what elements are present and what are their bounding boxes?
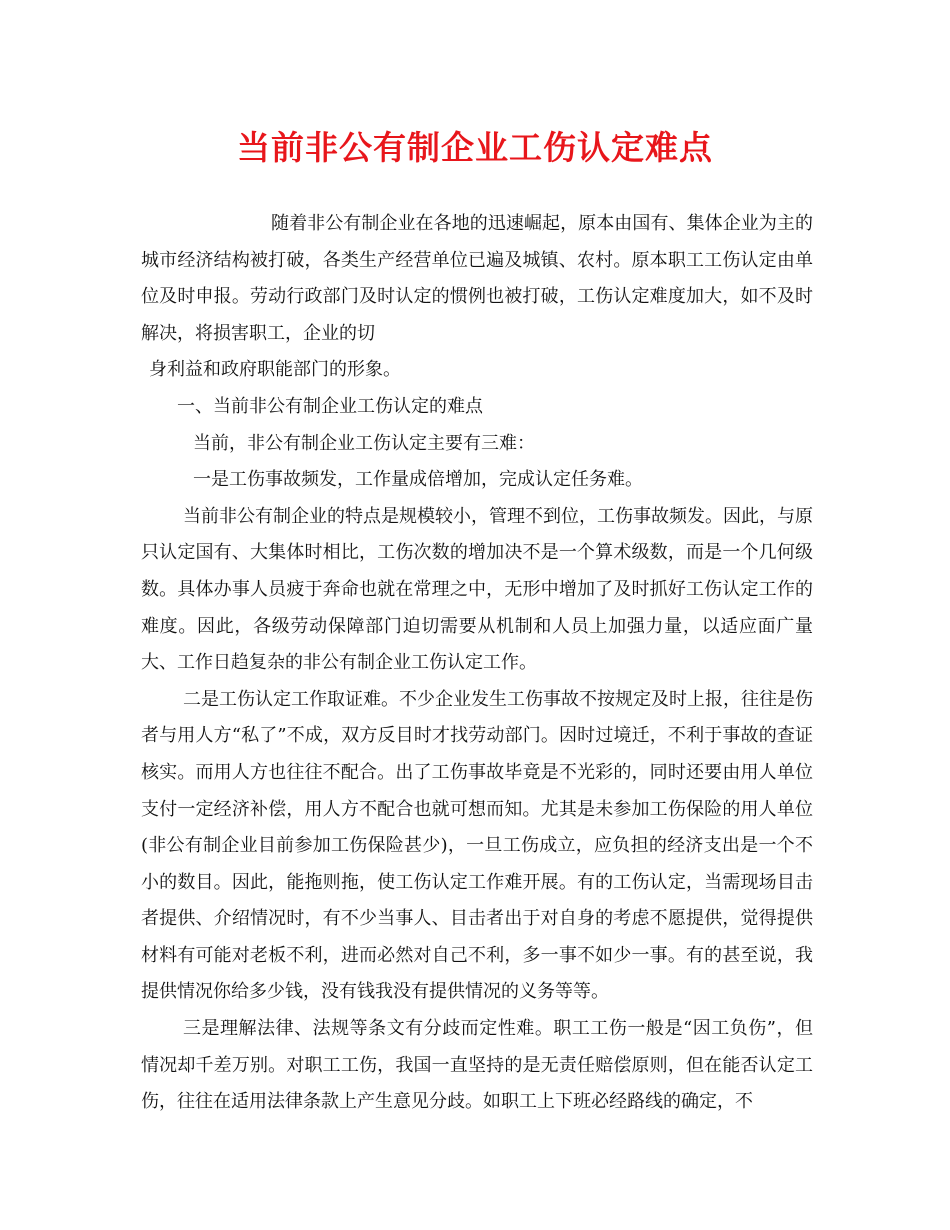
document-title: 当前非公有制企业工伤认定难点 — [237, 128, 713, 167]
section-heading-1: 一、当前非公有制企业工伤认定的难点 — [177, 395, 483, 417]
paragraph-difficulty-3: 三是理解法律、法规等条文有分歧而定性难。职工工伤一般是“因工负伤”，但情况却千差万别。对职工工伤，我国一直坚持的是无责任赔偿原则，但在能否认定工伤，往往在适用法律条款上产生意见分歧。如职工上下班必经路线的确定，不 — [141, 1018, 813, 1113]
paragraph-intro: 随着非公有制企业在各地的迅速崛起，原本由国有、集体企业为主的城市经济结构被打破，各类生产经营单位已遍及城镇、农村。原本职工工伤认定由单位及时申报。劳动行政部门及时认定的惯例也被打破，工伤认定难度加大，如不及时解决，将损害职工，企业的切 — [141, 213, 813, 344]
paragraph-intro-continued: 身利益和政府职能部门的形象。 — [149, 359, 401, 381]
paragraph-difficulty-1-body: 当前非公有制企业的特点是规模较小，管理不到位，工伤事故频发。因此，与原只认定国有、大集体时相比，工伤次数的增加决不是一个算术级数，而是一个几何级数。具体办事人员疲于奔命也就在常理之中，无形中增加了及时抓好工伤认定工作的难度。因此，各级劳动保障部门迫切需要从机制和人员上加强力量，以适应面广量大、工作日趋复杂的非公有制企业工伤认定工作。 — [141, 505, 813, 674]
paragraph-difficulty-2: 二是工伤认定工作取证难。不少企业发生工伤事故不按规定及时上报，往往是伤者与用人方“私了”不成，双方反目时才找劳动部门。因时过境迁，不利于事故的查证核实。而用人方也往往不配合。出了工伤事故毕竟是不光彩的，同时还要由用人单位支付一定经济补偿，用人方不配合也就可想而知。尤其是未参加工伤保险的用人单位(非公有制企业目前参加工伤保险甚少)，一旦工伤成立，应负担的经济支出是一个不小的数目。因此，能拖则拖，使工伤认定工作难开展。有的工伤认定，当需现场目击者提供、介绍情况时，有不少当事人、目击者出于对自身的考虑不愿提供，觉得提供材料有可能对老板不利，进而必然对自己不利，多一事不如少一事。有的甚至说，我提供情况你给多少钱，没有钱我没有提供情况的义务等等。 — [141, 688, 813, 1003]
paragraph-three-difficulties: 当前，非公有制企业工伤认定主要有三难： — [193, 432, 535, 454]
document-body — [141, 206, 813, 1121]
paragraph-difficulty-1-heading: 一是工伤事故频发，工作量成倍增加，完成认定任务难。 — [193, 469, 643, 491]
